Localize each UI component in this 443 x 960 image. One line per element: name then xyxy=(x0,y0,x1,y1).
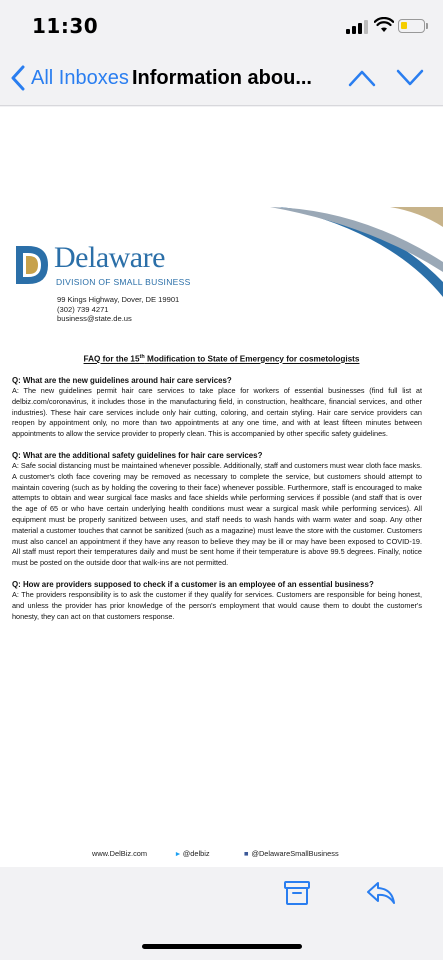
faq-question: Q: How are providers supposed to check if a customer is an employee of an essential business? xyxy=(12,579,374,589)
faq-answer: A: Safe social distancing must be maintained whenever possible. Additionally, staff and customers must wear cloth face masks. A customer's cloth face covering may be removed as necessary to complete the service, but customers should attempt to maintain covering (such as by holding the covering to their face) whenever possible. Furthermore, staff is encouraged to make attempts to obtain and wear surgical face masks and face shields while performing services if possible (and staff that is over the age of 65 or who have certain underlying health conditions must wear a surgical mask while performing services). All equipment must be properly sanitized between uses, and staff needs to wash hands with warm water and soap. Any other material a customer touches that cannot be sanitized (such as a magazine) must leave the store with the customer. Customers must also cancel an appointment if they have any reason to believe they may be ill or may have been exposed to COVID-19. All staff must report their temperatures daily and must be sent home if their temperature is above 99.5 degrees. Finally, notice must be posted on the outside door that walk-ins are not permitted. xyxy=(12,460,422,568)
faq-question: Q: What are the additional safety guidelines for hair care services? xyxy=(12,450,263,460)
next-message-icon[interactable] xyxy=(396,68,424,88)
faq-item xyxy=(12,579,422,622)
facebook-icon: ■ xyxy=(244,849,249,858)
footer-website-link[interactable]: www.DelBiz.com xyxy=(92,849,148,858)
faq-item xyxy=(12,450,422,569)
faq-title-suffix: Modification to State of Emergency for cosmetologists xyxy=(144,354,360,364)
faq-title xyxy=(0,354,443,364)
letterhead-swoosh-graphic xyxy=(270,207,443,297)
footer-twitter-handle: @delbiz xyxy=(182,849,210,858)
email-line: business@state.de.us xyxy=(57,314,132,324)
faq-question: Q: What are the new guidelines around hair care services? xyxy=(12,376,232,385)
letterhead-address-block xyxy=(57,295,179,324)
address-line: 99 Kings Highway, Dover, DE 19901 xyxy=(57,295,180,304)
faq-item xyxy=(12,375,422,440)
mail-bottom-toolbar xyxy=(0,867,443,960)
back-chevron-icon[interactable] xyxy=(10,65,26,91)
twitter-icon: ▸ xyxy=(176,849,180,858)
letter-footer xyxy=(0,849,443,863)
battery-level xyxy=(401,22,407,29)
faq-title-prefix: FAQ for the 15 xyxy=(83,354,140,364)
back-to-inboxes-button[interactable]: All Inboxes xyxy=(31,67,129,89)
mail-nav-bar xyxy=(0,52,443,106)
email-body-document xyxy=(0,107,443,867)
faq-answer: A: The providers responsibility is to ask the customer if they qualify for services. Customers are responsible for being honest, and unless the provider has prior knowledge of the person's employment that would cause them to doubt the customer's honesty, they can act on that customers response. xyxy=(12,589,422,621)
brand-name: Delaware xyxy=(54,241,165,274)
status-bar xyxy=(0,0,443,50)
footer-twitter[interactable] xyxy=(176,849,210,858)
reply-icon[interactable] xyxy=(366,880,396,906)
previous-message-icon[interactable] xyxy=(348,68,376,88)
faq-title-sup: th xyxy=(139,354,145,360)
phone-line: (302) 739 4271 xyxy=(57,304,109,314)
footer-facebook-handle: @DelawareSmallBusiness xyxy=(251,849,339,858)
archive-icon[interactable] xyxy=(283,880,311,906)
battery-icon xyxy=(398,19,425,33)
faq-answer: A: The new guidelines permit hair care services to take place for workers of essential businesses (find full list at delbiz.com/coronavirus, it includes those in the manufacturing field, in construction, healthcare, financial services, and other industries). These hair care services include only hair cutting, coloring, and certain styling. Hair care service providers can reopen by appointment only, no more than two appointments at any one time, and with at least fifteen minutes between appointments to allow the service provider to properly clean. This is accompanied by other specific safety guidelines. xyxy=(12,386,422,439)
home-indicator[interactable] xyxy=(142,944,302,949)
footer-facebook[interactable] xyxy=(244,849,339,858)
signal-icon xyxy=(346,20,368,34)
faq-content xyxy=(12,375,422,632)
wifi-icon xyxy=(374,17,394,33)
division-name: DIVISION OF SMALL BUSINESS xyxy=(56,277,191,287)
battery-tip xyxy=(426,23,428,29)
delaware-logo-icon xyxy=(14,244,50,286)
message-subject-title: Information abou... xyxy=(132,67,312,89)
status-time: 11:30 xyxy=(32,14,99,38)
